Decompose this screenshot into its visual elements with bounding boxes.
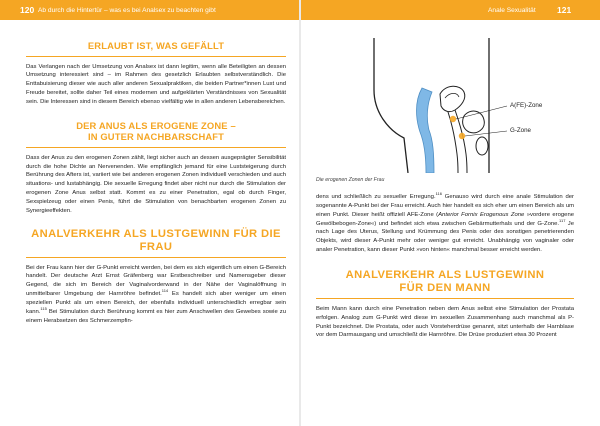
- footnote-ref-117: 117: [559, 217, 566, 223]
- paragraph-erlaubt: Das Verlangen nach der Umsetzung von Analsex ist dann legitim, wenn alle Beteiligten an dessen Umsetzung interessiert sind – im Rahmen des gesetzlich Erlaubten selbstverständlich. Die Enttabuisierung dieser wie auch aller anderen Sexualpraktiken, die beiden Partner*innen Lust und Freude bereitet, sollte daher Teil eines modernen und aufgeklärten Verständnisses von Sexualität sein. Die Interessen sind in diesem Bereich ebenso vielfältig wie in allen anderen Lebensbereichen.: [26, 63, 286, 105]
- anatomy-figure: [314, 28, 572, 173]
- right-running-title: Anale Sexualität: [488, 6, 536, 14]
- paragraph-frau-text-b: Es handelt sich aber weniger um einen speziellen Punkt als um einen Bereich, der ebenfalls individuell unterschiedlich erregbar sein kann.: [26, 291, 286, 315]
- heading-rule: [26, 147, 286, 148]
- right-page: [316, 28, 574, 340]
- left-page: [26, 28, 286, 326]
- afe-zone-marker: [450, 116, 456, 122]
- label-g-zone: G-Zone: [510, 127, 531, 134]
- paragraph-a-punkt-text-d: Je nach Lage des Uterus, Stellung und Krümmung des Penis oder des sonstigen penetrierenden Objekts, wird dieser A-Punkt mehr oder weniger gut erreicht. Unabhängig von vaginaler oder analer Penetration, kann dieser Punkt »von hinten« manchmal besser erreicht werden.: [316, 220, 574, 254]
- heading-rule: [26, 56, 286, 57]
- footnote-ref-115: 115: [40, 305, 47, 311]
- section-heading-mann-line1: ANALVERKEHR ALS LUSTGEWINN: [345, 268, 545, 281]
- right-page-number: 121: [557, 5, 572, 15]
- section-heading-frau: ANALVERKEHR ALS LUSTGEWINN FÜR DIE FRAU: [31, 227, 281, 253]
- section-heading-erlaubt: ERLAUBT IST, WAS GEFÄLLT: [87, 40, 225, 51]
- uterus-shape: [440, 86, 465, 111]
- left-page-number: 120: [20, 5, 35, 15]
- paragraph-frau: [26, 264, 286, 326]
- paragraph-frau-text-c: Bei Stimulation durch Berührung kommt es hier zum Anschwellen des Gewebes sowie zu einem Herabsetzen des Schmerzempfin-: [26, 308, 286, 324]
- section-heading-anus-line1: DER ANUS ALS EROGENE ZONE –: [76, 119, 236, 131]
- figure-caption: Die erogenen Zonen der Frau: [316, 177, 385, 183]
- paragraph-frau-text-a: Bei der Frau kann hier der G-Punkt erreicht werden, bei dem es sich eigentlich um einen G-Bereich handelt. Der deutsche Arzt Ernst Gräfenberg war Erstbeschreiber und Namensgeber dieser Gegend, die sich im Bereich der Vaginalvorderwand in der Nähe der Vaginalöffnung in unmittelbarer Umgebung der Harnröhre befindet.: [26, 264, 286, 298]
- page-gutter: [299, 0, 301, 426]
- footnote-ref-116: 116: [435, 191, 442, 197]
- heading-rule: [26, 257, 286, 258]
- section-heading-mann-line2: FÜR DEN MANN: [399, 281, 491, 294]
- paragraph-a-punkt-text-c: »vordere erogene Gewölbebogen-Zone«) und befindet sich etwa zwischen Gebärmutterhals und der G-Zone.: [316, 211, 574, 227]
- paragraph-a-punkt-text-a: dens und schließlich zu sexueller Erregung.: [316, 194, 436, 200]
- paragraph-a-punkt: [316, 193, 574, 255]
- section-heading-anus-line2: IN GUTER NACHBARSCHAFT: [87, 131, 225, 143]
- left-running-title: Ab durch die Hintertür – was es bei Analsex zu beachten gibt: [38, 6, 216, 14]
- paragraph-a-punkt-italic: Anterior Fornix Erogenous Zone: [438, 211, 525, 218]
- footnote-ref-114: 114: [161, 288, 169, 294]
- paragraph-a-punkt-text-b: Genauso wird durch eine anale Stimulation der sogenannte A-Punkt bei der Frau erreicht. Auch hier handelt es sich eher um einen Bereich als um einen Punkt. Dieser heißt offiziell AFE-Zone (: [316, 194, 574, 218]
- body-outline-back: [374, 38, 408, 173]
- label-afe-zone: A(FE)-Zone: [510, 102, 543, 109]
- anatomy-illustration: [314, 28, 572, 173]
- rectum-shape: [417, 88, 435, 173]
- paragraph-anus: Dass der Anus zu den erogenen Zonen zählt, liegt sicher auch an dessen ausgeprägter Sensibilität durch die hohe Dichte an Nervenenden. Wie empfänglich jemand für eine Luststeigerung durch Berührung des Afters ist, variiert wie bei anderen erogenen Zonen individuell verschieden und auch situations- und lustabhängig. Die sexuelle Erregung findet aber nicht nur durch die Stimulation der erogenen Zone Anus selbst statt. Kommt es zu einer Penetration, egal ob durch Finger, Sexspielzeug oder einen Penis, führt die Stimulation von benachbarten erogenen Zonen zu Synergieeffekten.: [26, 154, 286, 214]
- pubic-bone-shape: [476, 137, 488, 155]
- paragraph-mann: Beim Mann kann durch eine Penetration neben dem Anus selbst eine Stimulation der Prostata erfolgen. Analog zum G-Punkt wird diese im sexuellen Zusammenhang auch manchmal als P-Punkt bezeichnet. Die Prostata, oder auch Vorsteherdrüse genannt, sitzt unterhalb der Harnblase vor dem Darmausgang und umschließt die Harnröhre. Die Drüse produziert etwa 30 Prozent: [316, 305, 574, 339]
- g-zone-marker: [459, 133, 465, 139]
- heading-rule: [316, 298, 574, 299]
